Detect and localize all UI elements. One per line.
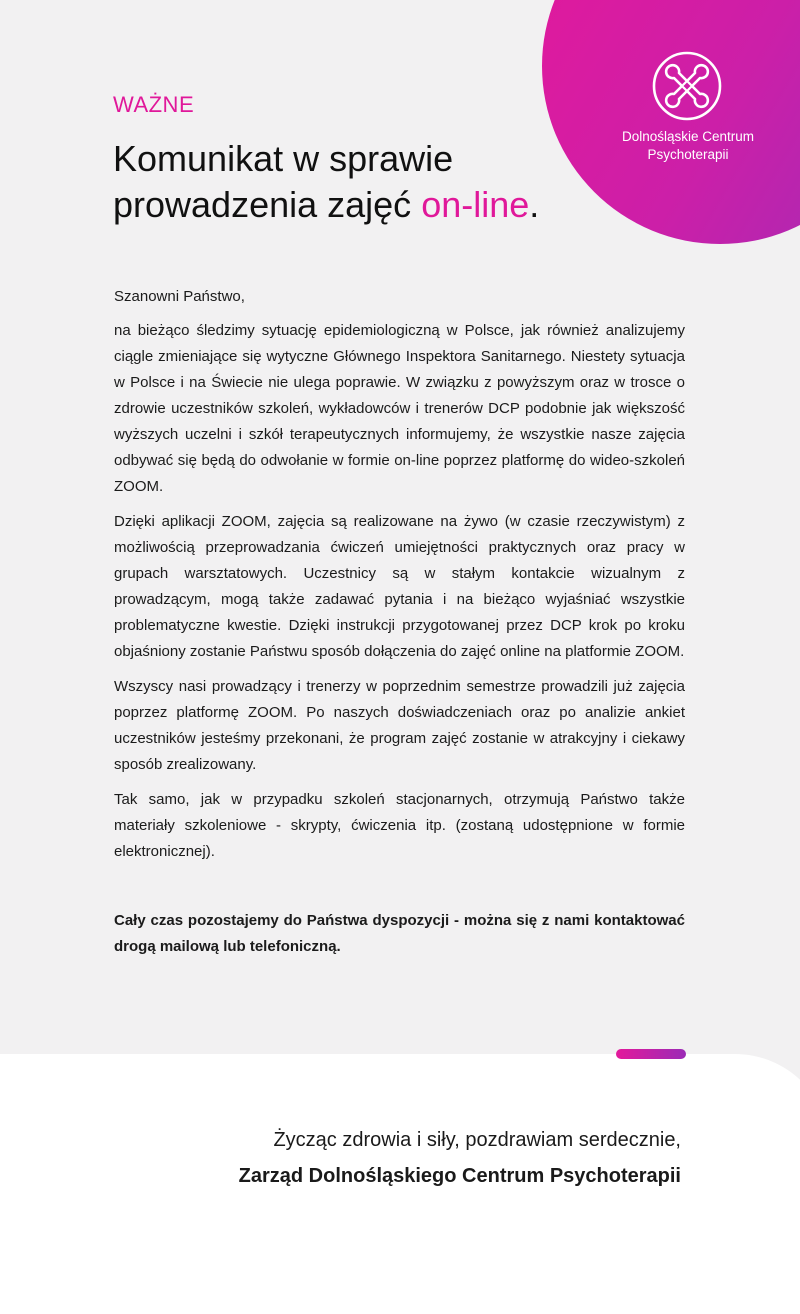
accent-bar	[616, 1049, 686, 1059]
signoff-signer: Zarząd Dolnośląskiego Centrum Psychoterapii	[238, 1165, 681, 1187]
title-accent: on-line	[421, 184, 530, 225]
closing-note: Cały czas pozostajemy do Państwa dyspozycji - można się z nami kontaktować drogą mailową lub telefoniczną.	[114, 912, 685, 955]
title-main: Komunikat w sprawie prowadzenia zajęć	[113, 138, 454, 225]
brand-name-line1: Dolnośląskie Centrum	[621, 129, 755, 144]
paragraph-1: na bieżąco śledzimy sytuację epidemiologiczną w Polsce, jak również analizujemy ciągle zmieniające się wytyczne Głównego Inspektora Sanitarnego. Niestety sytuacja w Polsce i na Świecie nie ulega poprawie. W związku z powyższym oraz w trosce o zdrowie uczestników szkoleń, wykładowców i trenerów DCP podobnie jak większość wyższych uczelni i szkół terapeutycznych informujemy, że wszystkie nasze zajęcia odbywać się będą do odwołanie w formie on-line poprzez platformę do wideo-szkoleń ZOOM.	[114, 322, 685, 495]
paragraph-2: Dzięki aplikacji ZOOM, zajęcia są realizowane na żywo (w czasie rzeczywistym) z możliwością przeprowadzania ćwiczeń umiejętności praktycznych oraz pracy w grupach warsztatowych. Uczestnicy są w stałym kontakcie wizualnym z prowadzącym, mogą także zadawać pytania i na bieżąco wyjaśniać wszystkie problematyczne kwestie. Dzięki instrukcji przygotowanej przez DCP krok po kroku objaśniony zostanie Państwu sposób dołączenia do zajęć online na platformie ZOOM.	[114, 513, 685, 660]
brand-name	[600, 128, 776, 164]
greeting: Szanowni Państwo,	[114, 288, 245, 305]
page-title	[113, 136, 543, 228]
title-end: .	[529, 184, 540, 225]
paragraph-3: Wszyscy nasi prowadzący i trenerzy w poprzednim semestrze prowadzili już zajęcia poprzez platformę ZOOM. Po naszych doświadczeniach oraz po analizie ankiet uczestników jesteśmy przekonani, że program zajęć zostanie w atrakcyjny i ciekawy sposób zrealizowany.	[114, 678, 685, 773]
important-tag: WAŻNE	[113, 92, 195, 117]
signoff	[239, 1122, 681, 1194]
intertwined-loops-logo-icon	[651, 50, 723, 122]
signoff-wish: Życząc zdrowia i siły, pozdrawiam serdecznie,	[273, 1129, 681, 1151]
letter-body	[114, 284, 685, 969]
brand-badge	[542, 0, 800, 244]
paragraph-4: Tak samo, jak w przypadku szkoleń stacjonarnych, otrzymują Państwo także materiały szkoleniowe - skrypty, ćwiczenia itp. (zostaną udostępnione w formie elektronicznej).	[114, 791, 685, 860]
brand-name-line2: Psychoterapii	[647, 147, 729, 162]
